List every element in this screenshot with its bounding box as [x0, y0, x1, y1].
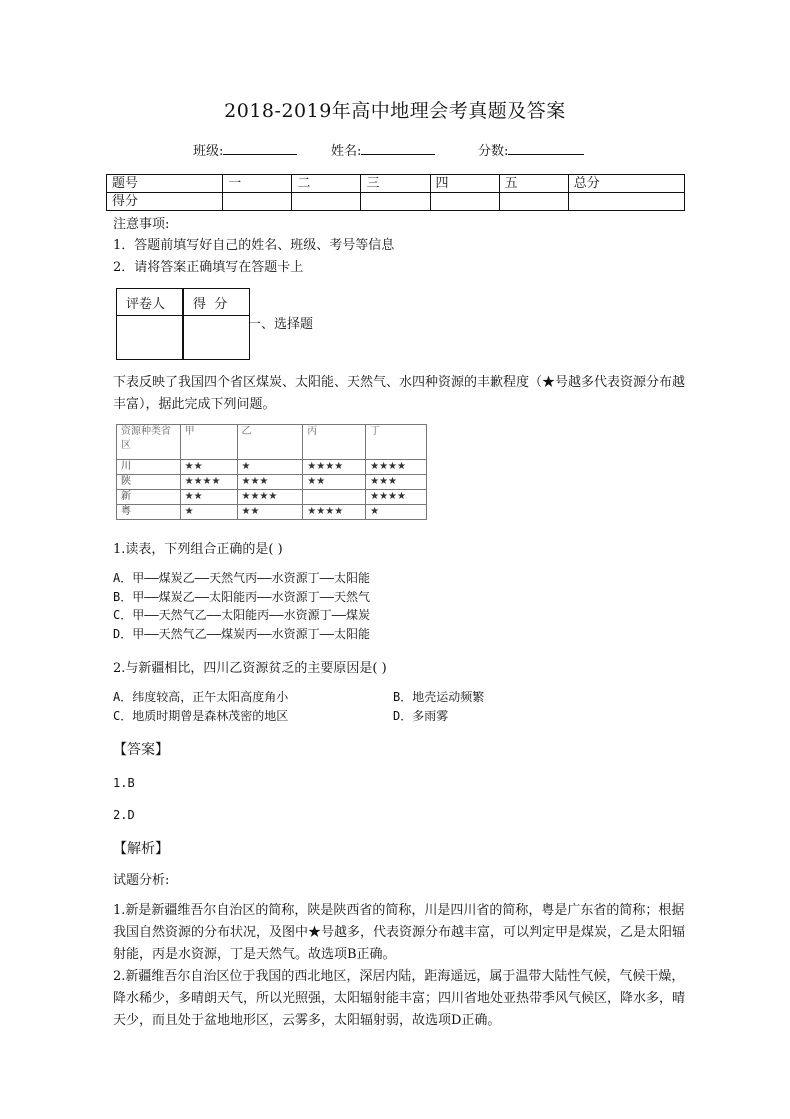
score-blank[interactable] [508, 140, 584, 155]
answer-heading: 【答案】 [113, 742, 169, 758]
grader-col1-label: 评卷人 [126, 297, 166, 312]
section-title: 一、选择题 [248, 317, 314, 332]
province-cell: 新 [117, 490, 181, 505]
score-header-cell: 二 [292, 175, 361, 193]
rating-cell: ★★★★ [237, 490, 303, 505]
table-row [117, 505, 427, 520]
q1-option-b[interactable]: B．甲——煤炭乙——太阳能丙——水资源丁——天然气 [113, 590, 371, 604]
score-table-row [107, 193, 685, 211]
q2-option-c[interactable]: C．地质时期曾是森林茂密的地区 [113, 709, 289, 723]
rating-cell: ★★ [180, 490, 237, 505]
resource-table [116, 424, 427, 520]
rating-cell: ★★ [303, 475, 366, 490]
rating-cell: ★★★ [366, 475, 427, 490]
q2-option-b[interactable]: B．地壳运动频繁 [393, 690, 485, 704]
province-cell: 川 [117, 460, 181, 475]
rating-cell: ★ [180, 505, 237, 520]
resource-table-header [117, 425, 427, 460]
note-item: 1．答题前填写好自己的姓名、班级、考号等信息 [113, 238, 395, 253]
rating-cell [303, 490, 366, 505]
resource-header-cell: 丙 [303, 425, 366, 460]
score-table-header [107, 175, 685, 193]
score-header-cell: 总分 [568, 175, 684, 193]
score-header-cell: 三 [361, 175, 430, 193]
name-field [331, 140, 435, 159]
score-table [106, 174, 685, 211]
score-header-cell: 题号 [107, 175, 223, 193]
rating-cell: ★ [366, 505, 427, 520]
score-field [478, 140, 584, 159]
score-header-cell: 一 [223, 175, 292, 193]
resource-header-cell: 丁 [366, 425, 427, 460]
rating-cell: ★★★★ [180, 475, 237, 490]
score-row-label: 得分 [107, 193, 223, 211]
grader-box [116, 288, 250, 360]
grader-col2-label: 得 分 [193, 297, 228, 312]
q1-option-d[interactable]: D．甲——天然气乙——煤炭丙——水资源丁——太阳能 [113, 627, 371, 641]
q2-option-a[interactable]: A．纬度较高，正午太阳高度角小 [113, 690, 289, 704]
score-cell[interactable] [430, 193, 499, 211]
resource-header-cell: 资源种类省区 [117, 425, 181, 460]
q2-stem: 2.与新疆相比，四川乙资源贫乏的主要原因是( ) [113, 661, 387, 676]
rating-cell: ★★★★ [366, 460, 427, 475]
province-cell: 陕 [117, 475, 181, 490]
q1-stem: 1.读表，下列组合正确的是( ) [113, 542, 283, 557]
class-blank[interactable] [223, 140, 297, 155]
province-cell: 粤 [117, 505, 181, 520]
score-cell[interactable] [223, 193, 292, 211]
score-label: 分数: [478, 144, 509, 159]
rating-cell: ★★★★ [303, 505, 366, 520]
score-header-cell: 五 [499, 175, 568, 193]
answer-item: 1.B [113, 776, 135, 790]
analysis-paragraph-2: 2.新疆维吾尔自治区位于我国的西北地区，深居内陆，距海遥远，属于温带大陆性气候，气候干燥，降水稀少，多晴朗天气，所以光照强，太阳辐射能丰富；四川省地处亚热带季风气候区，降水多，晴天少，而且处于盆地地形区，云雾多，太阳辐射弱，故选项D正确。 [113, 969, 686, 1028]
name-blank[interactable] [361, 140, 435, 155]
resource-header-cell: 甲 [180, 425, 237, 460]
name-label: 姓名: [331, 144, 362, 159]
page-title: 2018-2019年高中地理会考真题及答案 [224, 100, 566, 122]
q2-option-d[interactable]: D．多雨雾 [393, 709, 449, 723]
table-row [117, 460, 427, 475]
q1-option-c[interactable]: C．甲——天然气乙——太阳能丙——水资源丁——煤炭 [113, 608, 371, 622]
analysis-paragraph-1: 1.新是新疆维吾尔自治区的简称，陕是陕西省的简称，川是四川省的简称，粤是广东省的简称；根据我国自然资源的分布状况，及图中★号越多，代表资源分布越丰富，可以判定甲是煤炭，乙是太阳辐射能，丙是水资源，丁是天然气。故选项B正确。 [113, 903, 686, 962]
rating-cell: ★ [237, 460, 303, 475]
rating-cell: ★★★★ [303, 460, 366, 475]
question-intro: 下表反映了我国四个省区煤炭、太阳能、天然气、水四种资源的丰歉程度（★号越多代表资源分布越丰富），据此完成下列问题。 [113, 375, 686, 412]
notes-heading: 注意事项: [113, 217, 170, 232]
q1-option-a[interactable]: A．甲——煤炭乙——天然气丙——水资源丁——太阳能 [113, 571, 371, 585]
class-label: 班级: [193, 144, 224, 159]
resource-header-cell: 乙 [237, 425, 303, 460]
grader-divider [182, 289, 184, 359]
table-row [117, 475, 427, 490]
rating-cell: ★★★ [237, 475, 303, 490]
score-cell[interactable] [361, 193, 430, 211]
score-cell[interactable] [568, 193, 684, 211]
score-header-cell: 四 [430, 175, 499, 193]
class-field [193, 140, 297, 159]
analysis-subheading: 试题分析: [113, 873, 170, 888]
analysis-heading: 【解析】 [113, 841, 169, 857]
table-row [117, 490, 427, 505]
rating-cell: ★★ [180, 460, 237, 475]
rating-cell: ★★★★ [366, 490, 427, 505]
rating-cell: ★★ [237, 505, 303, 520]
note-item: 2．请将答案正确填写在答题卡上 [113, 260, 304, 275]
score-cell[interactable] [499, 193, 568, 211]
answer-item: 2.D [113, 808, 135, 822]
score-cell[interactable] [292, 193, 361, 211]
